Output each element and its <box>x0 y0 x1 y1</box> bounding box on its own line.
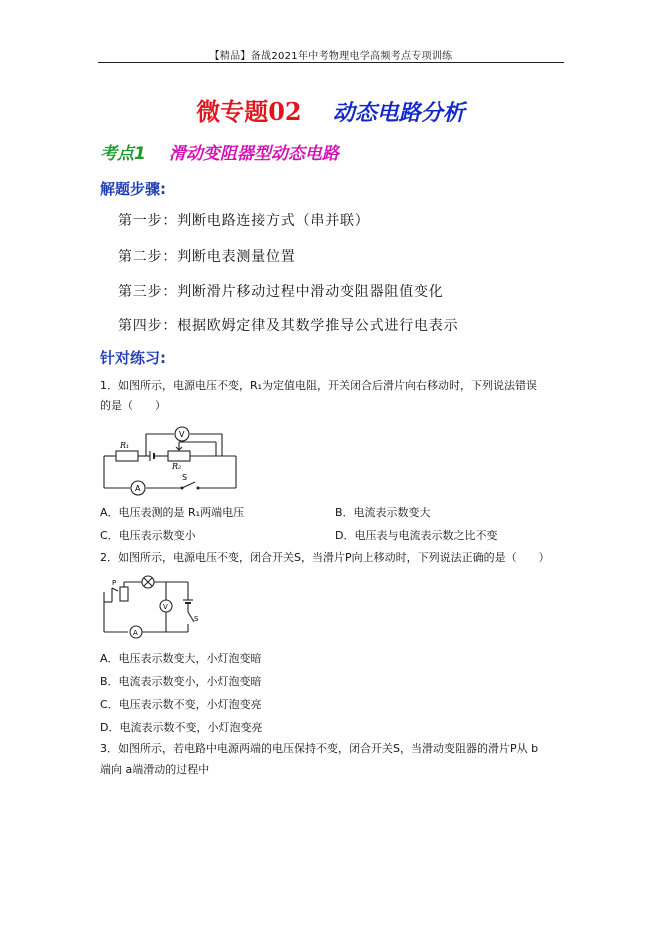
label-r2: R₂ <box>172 462 182 471</box>
question-1-circuit-diagram <box>98 422 248 500</box>
question-2-option-b: B．电流表示数变小，小灯泡变暗 <box>100 675 262 688</box>
step-3: 第三步：判断滑片移动过程中滑动变阻器阻值变化 <box>118 284 444 300</box>
question-2-option-a: A．电压表示数变大，小灯泡变暗 <box>100 652 262 665</box>
question-2-circuit-diagram <box>98 574 208 640</box>
question-1-option-d: D．电压表与电流表示数之比不变 <box>335 529 498 542</box>
step-4: 第四步：根据欧姆定律及其数学推导公式进行电表示 <box>118 318 459 334</box>
label-voltmeter: V <box>179 430 185 439</box>
question-2-option-c: C．电压表示数不变，小灯泡变亮 <box>100 698 262 711</box>
label-switch: S <box>182 473 188 482</box>
label-ammeter-2: A <box>133 629 138 637</box>
step-2: 第二步：判断电表测量位置 <box>118 249 296 265</box>
label-p: P <box>112 579 117 587</box>
question-1-option-c: C．电压表示数变小 <box>100 529 196 542</box>
title-sub: 动态电路分析 <box>332 101 465 126</box>
page-title <box>0 92 661 127</box>
question-3-line-2: 端向 a端滑动的过程中 <box>100 763 210 776</box>
label-r1: R₁ <box>120 441 130 450</box>
label-voltmeter-2: V <box>163 603 168 611</box>
practice-heading: 针对练习: <box>100 349 166 367</box>
question-2-line-1: 2．如图所示，电源电压不变，闭合开关S，当滑片P向上移动时，下列说法正确的是（ ） <box>100 551 550 564</box>
kaodian-label: 考点1 <box>100 144 146 164</box>
question-1-option-b: B．电流表示数变大 <box>335 506 431 519</box>
question-1-line-2: 的是（ ） <box>100 399 166 412</box>
question-2-option-d: D．电流表示数不变，小灯泡变亮 <box>100 721 263 734</box>
kaodian-name: 滑动变阻器型动态电路 <box>168 144 339 164</box>
label-ammeter: A <box>135 484 141 493</box>
question-1-option-a: A．电压表测的是 R₁两端电压 <box>100 506 245 519</box>
page-header: 【精品】备战2021年中考物理电学高频考点专项训练 <box>209 51 453 62</box>
step-1: 第一步：判断电路连接方式（串并联） <box>118 213 370 229</box>
title-main: 微专题02 <box>196 97 302 126</box>
steps-heading: 解题步骤: <box>100 180 166 198</box>
header-rule <box>98 62 564 63</box>
question-1-line-1: 1．如图所示，电源电压不变，R₁为定值电阻，开关闭合后滑片向右移动时，下列说法错误 <box>100 379 538 392</box>
label-switch-2: S <box>194 615 199 623</box>
question-3-line-1: 3．如图所示，若电路中电源两端的电压保持不变，闭合开关S，当滑动变阻器的滑片P从 b <box>100 742 539 755</box>
kaodian-heading <box>100 139 339 164</box>
